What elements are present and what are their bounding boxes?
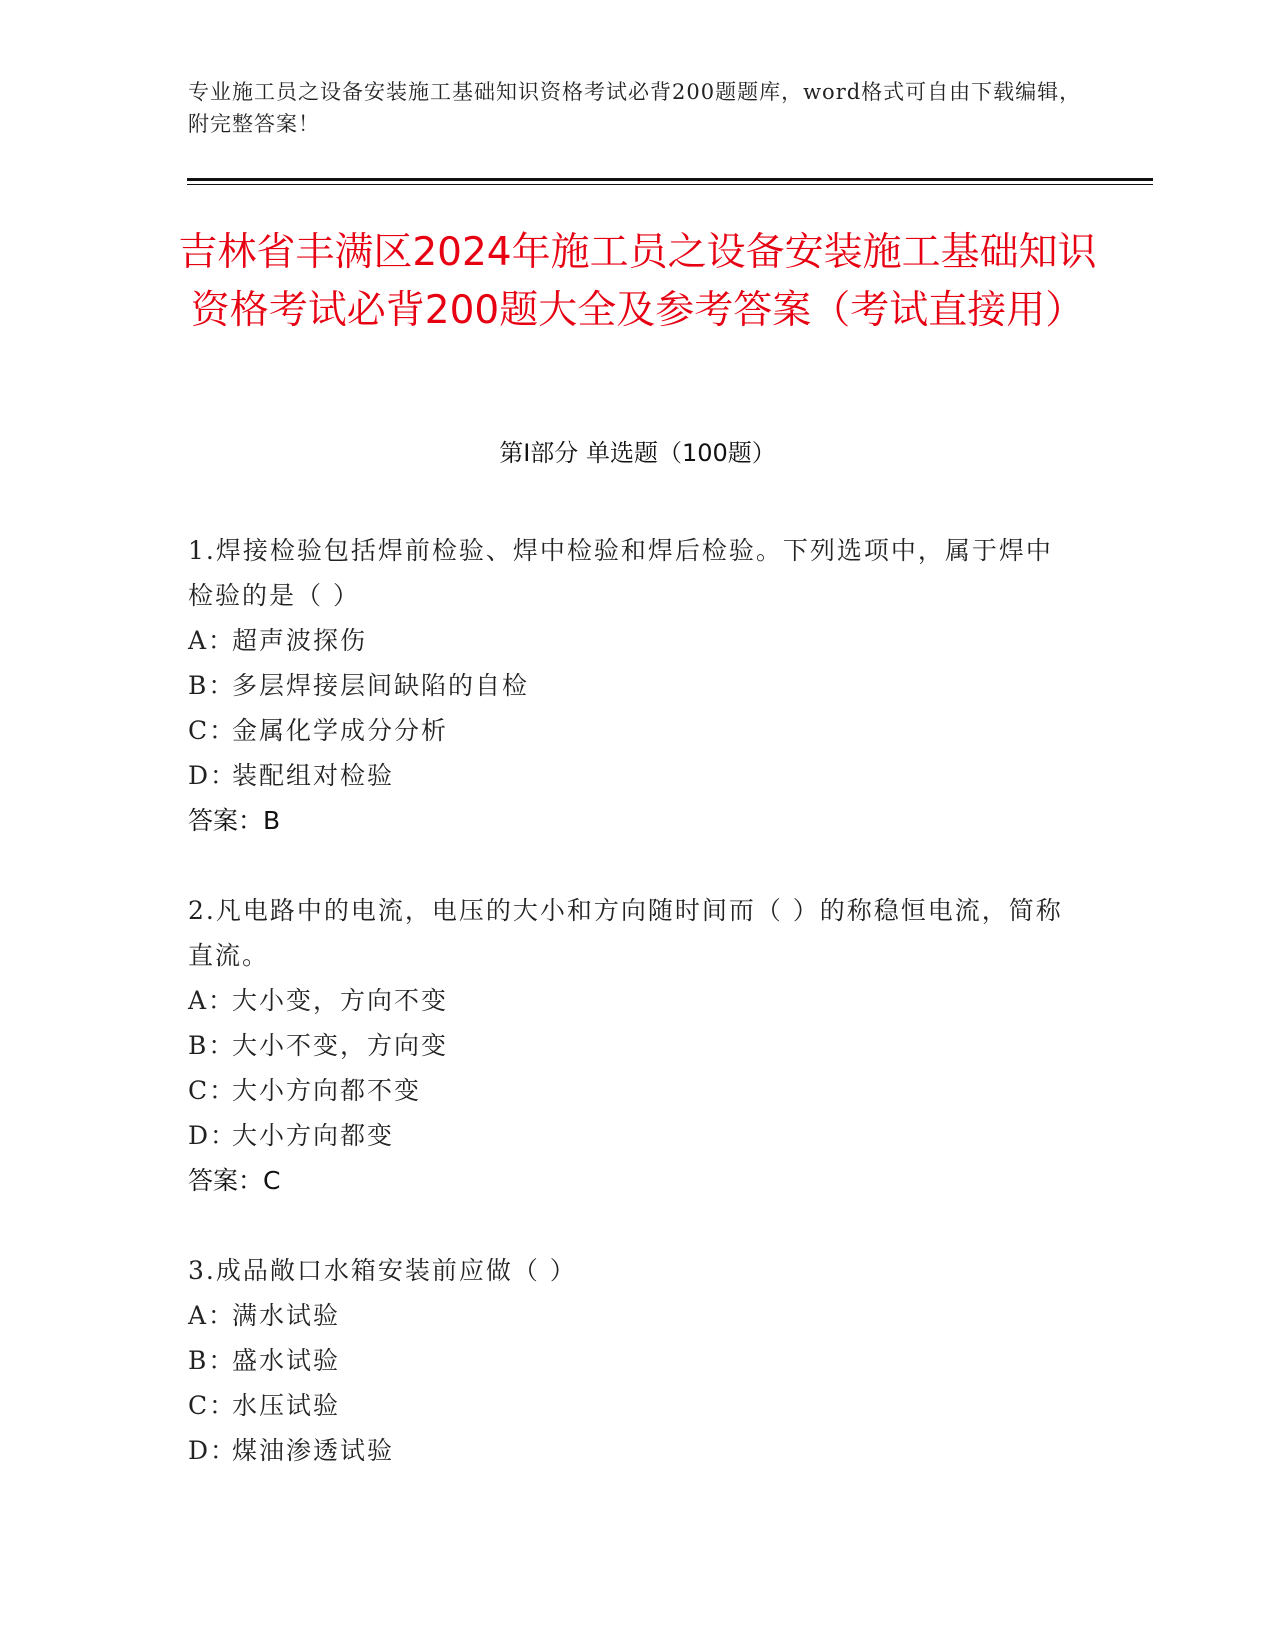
option-text: 多层焊接层间缺陷的自检 xyxy=(232,671,530,700)
option-d xyxy=(188,753,1068,798)
header-divider-thick xyxy=(187,178,1153,181)
option-a xyxy=(188,1293,1068,1338)
option-key: B： xyxy=(188,1346,236,1375)
option-text: 煤油渗透试验 xyxy=(232,1436,395,1465)
option-b xyxy=(188,663,1068,708)
option-key: B： xyxy=(188,1031,236,1060)
option-key: A： xyxy=(188,986,236,1015)
option-key: D： xyxy=(188,1121,238,1150)
option-text: 金属化学成分分析 xyxy=(232,716,449,745)
option-text: 水压试验 xyxy=(232,1391,341,1420)
option-key: C： xyxy=(188,1391,237,1420)
option-text: 盛水试验 xyxy=(232,1346,341,1375)
option-text: 满水试验 xyxy=(232,1301,341,1330)
option-d xyxy=(188,1428,1068,1473)
option-key: A： xyxy=(188,626,236,655)
option-text: 大小方向都变 xyxy=(232,1121,395,1150)
option-d xyxy=(188,1113,1068,1158)
option-key: D： xyxy=(188,761,238,790)
option-key: B： xyxy=(188,671,236,700)
option-text: 大小变，方向不变 xyxy=(232,986,449,1015)
option-text: 大小不变，方向变 xyxy=(232,1031,449,1060)
header-divider-thin xyxy=(187,184,1153,185)
option-a xyxy=(188,978,1068,1023)
option-key: C： xyxy=(188,1076,237,1105)
option-key: D： xyxy=(188,1436,238,1465)
question-1 xyxy=(188,528,1068,843)
option-c xyxy=(188,1383,1068,1428)
option-key: C： xyxy=(188,716,237,745)
section-heading: 第Ⅰ部分 单选题（100题） xyxy=(499,439,776,467)
header-note: 专业施工员之设备安装施工基础知识资格考试必背200题题库，word格式可自由下载编辑，附完整答案！ xyxy=(188,80,1082,136)
option-c xyxy=(188,1068,1068,1113)
option-a xyxy=(188,618,1068,663)
question-stem: 2.凡电路中的电流，电压的大小和方向随时间而（ ）的称稳恒电流，简称直流。 xyxy=(188,896,1063,970)
option-text: 装配组对检验 xyxy=(232,761,395,790)
question-2 xyxy=(188,888,1068,1203)
answer-line: 答案：B xyxy=(188,806,281,835)
option-b xyxy=(188,1023,1068,1068)
option-c xyxy=(188,708,1068,753)
question-stem: 3.成品敞口水箱安装前应做（ ） xyxy=(188,1256,577,1285)
answer-line: 答案：C xyxy=(188,1166,281,1195)
option-b xyxy=(188,1338,1068,1383)
question-3 xyxy=(188,1248,1068,1473)
option-text: 超声波探伤 xyxy=(232,626,368,655)
option-key: A： xyxy=(188,1301,236,1330)
option-text: 大小方向都不变 xyxy=(232,1076,422,1105)
question-stem: 1.焊接检验包括焊前检验、焊中检验和焊后检验。下列选项中，属于焊中检验的是（ ） xyxy=(188,536,1053,610)
document-title: 吉林省丰满区2024年施工员之设备安装施工基础知识资格考试必背200题大全及参考答案（考试直接用） xyxy=(178,230,1097,333)
